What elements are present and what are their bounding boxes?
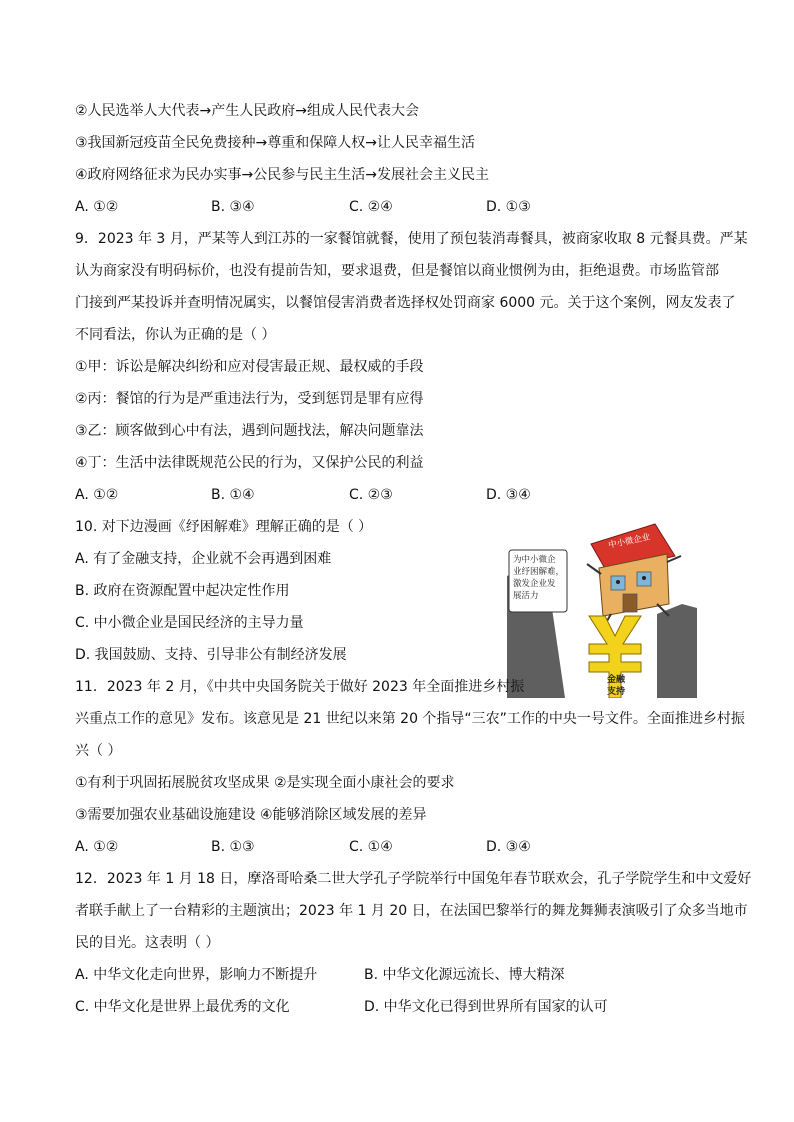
q9-statement-2: ②丙：餐馆的行为是严重违法行为，受到惩罚是罪有应得 — [75, 391, 424, 407]
q9-stem-line-2: 认为商家没有明码标价，也没有提前告知，要求退费，但是餐馆以商业惯例为由，拒绝退费。市场监管部 — [75, 263, 719, 279]
q12-option-d[interactable]: D. 中华文化已得到世界所有国家的认可 — [364, 999, 608, 1015]
q11-statements-3-4: ③需要加强农业基础设施建设 ④能够消除区域发展的差异 — [75, 807, 427, 823]
q9-option-b[interactable]: B. ①④ — [211, 487, 255, 503]
q12-stem-line-3: 民的目光。这表明（ ） — [75, 935, 220, 951]
q10-option-b[interactable]: B. 政府在资源配置中起决定性作用 — [75, 583, 290, 599]
q11-option-d[interactable]: D. ③④ — [486, 839, 531, 855]
q11-stem-line-2: 兴重点工作的意见》发布。该意见是 21 世纪以来第 20 个指导“三农”工作的中央一号文件。全面推进乡村振 — [75, 711, 745, 727]
q12-option-b[interactable]: B. 中华文化源远流长、博大精深 — [364, 967, 565, 983]
speech-line-1: 为中小微企 — [513, 555, 556, 565]
q10-option-c[interactable]: C. 中小微企业是国民经济的主导力量 — [75, 615, 304, 631]
q8-option-d[interactable]: D. ①③ — [486, 199, 531, 215]
q11-option-b[interactable]: B. ①③ — [211, 839, 255, 855]
q11-stem-line-3: 兴（ ） — [75, 743, 122, 759]
speech-line-3: 激发企业发 — [513, 579, 556, 589]
speech-line-2: 业纾困解难， — [513, 567, 565, 577]
q9-option-a[interactable]: A. ①② — [75, 487, 119, 503]
q8-statement-3: ③我国新冠疫苗全民免费接种→尊重和保障人权→让人民幸福生活 — [75, 135, 476, 151]
q9-option-d[interactable]: D. ③④ — [486, 487, 531, 503]
q8-option-a[interactable]: A. ①② — [75, 199, 119, 215]
q11-option-c[interactable]: C. ①④ — [349, 839, 393, 855]
q8-statement-2: ②人民选举人大代表→产生人民政府→组成人民代表大会 — [75, 103, 420, 119]
q8-statement-4: ④政府网络征求为民办实事→公民参与民主生活→发展社会主义民主 — [75, 167, 490, 183]
q9-statement-3: ③乙：顾客做到心中有法，遇到问题找法，解决问题靠法 — [75, 423, 424, 439]
q12-option-c[interactable]: C. 中华文化是世界上最优秀的文化 — [75, 999, 290, 1015]
q12-stem-line-1: 12．2023 年 1 月 18 日，摩洛哥哈桑二世大学孔子学院举行中国兔年春节联欢会，孔子学院学生和中文爱好 — [75, 871, 752, 887]
support-label-2: 支持 — [607, 687, 626, 697]
q10-option-d[interactable]: D. 我国鼓励、支持、引导非公有制经济发展 — [75, 647, 347, 663]
q12-stem-line-2: 者联手献上了一台精彩的主题演出；2023 年 1 月 20 日，在法国巴黎举行的舞龙舞狮表演吸引了众多当地市 — [75, 903, 748, 919]
q9-stem-line-1: 9．2023 年 3 月，严某等人到江苏的一家餐馆就餐，使用了预包装消毒餐具，被商家收取 8 元餐具费。严某 — [75, 231, 748, 247]
cartoon-financial-support — [507, 516, 697, 698]
q9-statement-4: ④丁：生活中法律既规范公民的行为，又保护公民的利益 — [75, 455, 424, 471]
q10-stem: 10. 对下边漫画《纾困解难》理解正确的是（ ） — [75, 519, 373, 535]
q9-stem-line-3: 门接到严某投诉并查明情况属实，以餐馆侵害消费者选择权处罚商家 6000 元。关于这个案例，网友发表了 — [75, 295, 736, 311]
q12-option-a[interactable]: A. 中华文化走向世界，影响力不断提升 — [75, 967, 318, 983]
q11-option-a[interactable]: A. ①② — [75, 839, 119, 855]
right-cliff — [657, 604, 697, 698]
support-label-1: 金融 — [607, 675, 626, 685]
q9-stem-line-4: 不同看法，你认为正确的是（ ） — [75, 327, 276, 343]
q8-option-c[interactable]: C. ②④ — [349, 199, 393, 215]
q11-stem-line-1: 11．2023 年 2 月，《中共中央国务院关于做好 2023 年全面推进乡村振 — [75, 679, 525, 695]
q9-statement-1: ①甲：诉讼是解决纠纷和应对侵害最正规、最权威的手段 — [75, 359, 424, 375]
speech-line-4: 展活力 — [513, 591, 539, 601]
q10-option-a[interactable]: A. 有了金融支持，企业就不会再遇到困难 — [75, 551, 332, 567]
q9-option-c[interactable]: C. ②③ — [349, 487, 393, 503]
building-sign: 中小微企业 — [607, 532, 652, 551]
q11-statements-1-2: ①有利于巩固拓展脱贫攻坚成果 ②是实现全面小康社会的要求 — [75, 775, 455, 791]
q8-option-b[interactable]: B. ③④ — [211, 199, 255, 215]
